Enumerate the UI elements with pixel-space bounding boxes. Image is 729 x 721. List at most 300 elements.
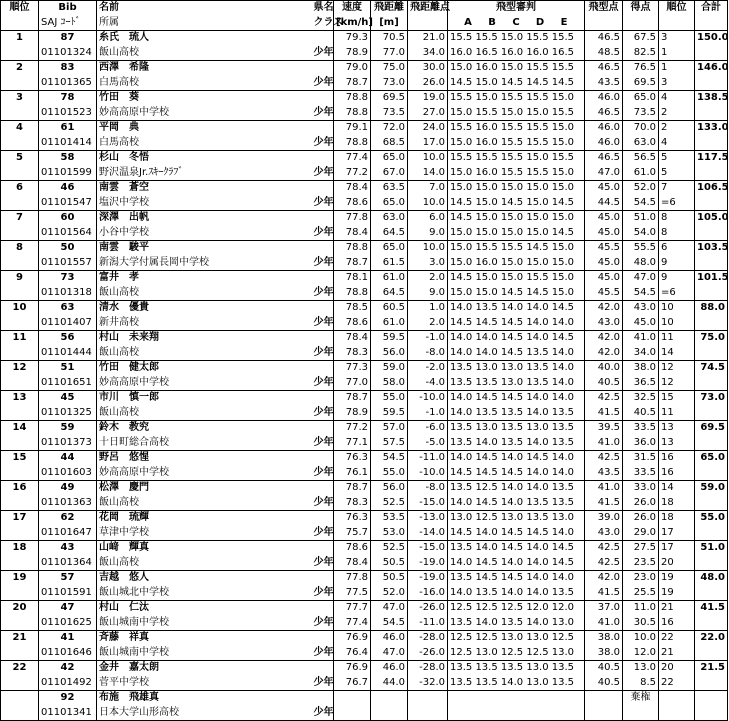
athlete-total: 41.5 [695, 601, 728, 616]
athlete-row [1, 91, 728, 106]
jump1-distance: 72.0 [371, 121, 408, 136]
jump1-score: 13.0 [623, 661, 659, 676]
athlete-row-second [1, 46, 728, 61]
jump1-distance: 59.5 [371, 331, 408, 346]
jump1-style-points: 42.5 [585, 391, 623, 406]
athlete-class: 少年 [312, 706, 334, 721]
jump1-distance: 65.0 [371, 241, 408, 256]
athlete-row-second [1, 646, 728, 661]
athlete-total: 117.5 [695, 151, 728, 166]
athlete-saj-code: 01101557 [39, 256, 97, 271]
jump2-distance: 73.0 [371, 76, 408, 91]
athlete-class: 少年 [312, 556, 334, 571]
jump1-judges: 14.0 14.0 14.5 14.0 14.5 [448, 331, 585, 346]
athlete-row [1, 121, 728, 136]
jump1-distance-points: 10.0 [408, 151, 448, 166]
athlete-class: 少年 [312, 466, 334, 481]
jump1-judges: 13.5 13.0 13.0 13.5 14.0 [448, 361, 585, 376]
jump1-style-points: 41.0 [585, 481, 623, 496]
jump1-speed: 78.6 [334, 541, 371, 556]
jump2-style-points: 41.0 [585, 616, 623, 631]
athlete-class: 少年 [312, 436, 334, 451]
jump1-score: 33.0 [623, 481, 659, 496]
header-speed-unit: [km/h] [334, 16, 371, 31]
athlete-affiliation: 飯山城北中学校 [97, 586, 312, 601]
jump1-judges: 13.0 12.5 13.0 13.5 13.0 [448, 511, 585, 526]
athlete-row [1, 661, 728, 676]
header-dist-unit: [m] [371, 16, 408, 31]
jump1-style-points: 45.5 [585, 241, 623, 256]
athlete-rank: 21 [1, 631, 39, 646]
athlete-row-second [1, 586, 728, 601]
jump1-speed: 77.3 [334, 361, 371, 376]
jump2-score: 73.5 [623, 106, 659, 121]
header-rank: 順位 [1, 1, 39, 16]
jump2-score: 33.5 [623, 466, 659, 481]
athlete-name: 花岡 琉輝 [97, 511, 312, 526]
jump1-speed: 78.4 [334, 181, 371, 196]
jump2-judges: 15.0 15.5 15.0 15.0 15.5 [448, 106, 585, 121]
header-saj: SAJ ｺｰﾄﾞ [39, 16, 97, 31]
jump2-distance: 77.0 [371, 46, 408, 61]
jump2-rank: 9 [659, 256, 695, 271]
athlete-name: 深澤 出帆 [97, 211, 312, 226]
jump2-distance: 61.0 [371, 316, 408, 331]
jump1-distance: 59.0 [371, 361, 408, 376]
header-bib: Bib [39, 1, 97, 16]
athlete-bib: 51 [39, 361, 97, 376]
athlete-name: 村山 未来翔 [97, 331, 312, 346]
jump2-distance: 58.0 [371, 376, 408, 391]
jump2-judges: 13.5 14.0 13.5 14.0 13.5 [448, 436, 585, 451]
results-body [1, 1, 728, 721]
jump1-style-points: 46.5 [585, 31, 623, 46]
jump1-score: 67.5 [623, 31, 659, 46]
jump1-distance: 50.5 [371, 571, 408, 586]
athlete-class: 少年 [312, 316, 334, 331]
jump2-speed: 77.5 [334, 586, 371, 601]
jump1-distance-points: -15.0 [408, 541, 448, 556]
jump1-judges: 15.0 16.0 15.0 15.5 15.5 [448, 61, 585, 76]
athlete-rank: 17 [1, 511, 39, 526]
athlete-rank: 13 [1, 391, 39, 406]
jump1-distance-points: 6.0 [408, 211, 448, 226]
jump2-score: 36.0 [623, 436, 659, 451]
athlete-bib: 42 [39, 661, 97, 676]
jump1-score: 70.0 [623, 121, 659, 136]
jump1-judges: 13.5 14.5 14.5 14.0 14.0 [448, 571, 585, 586]
jump1-rank: 11 [659, 331, 695, 346]
athlete-row-second [1, 256, 728, 271]
athlete-saj-code: 01101363 [39, 496, 97, 511]
jump2-judges: 14.0 14.5 14.0 14.0 14.5 [448, 556, 585, 571]
jump1-rank: 12 [659, 361, 695, 376]
jump2-rank: 19 [659, 586, 695, 601]
jump1-speed: 78.7 [334, 481, 371, 496]
athlete-row [1, 391, 728, 406]
athlete-name: 清水 優貴 [97, 301, 312, 316]
jump1-distance-points: 24.0 [408, 121, 448, 136]
athlete-affiliation: 飯山高校 [97, 496, 312, 511]
jump1-style-points: 39.5 [585, 421, 623, 436]
athlete-class: 少年 [312, 676, 334, 691]
jump2-score: 29.0 [623, 526, 659, 541]
athlete-row-second [1, 196, 728, 211]
jump1-distance-points: 21.0 [408, 31, 448, 46]
athlete-row-second [1, 166, 728, 181]
header-cls: クラス [312, 16, 334, 31]
jump1-style-points: 42.0 [585, 301, 623, 316]
athlete-bib: 44 [39, 451, 97, 466]
jump1-rank: 16 [659, 451, 695, 466]
athlete-affiliation: 十日町総合高校 [97, 436, 312, 451]
jump2-distance: 54.5 [371, 616, 408, 631]
athlete-total: 51.0 [695, 541, 728, 556]
jump1-rank: 9 [659, 271, 695, 286]
jump2-score: 82.5 [623, 46, 659, 61]
athlete-row-second [1, 316, 728, 331]
jump2-rank: 16 [659, 616, 695, 631]
jump1-distance-points: -11.0 [408, 451, 448, 466]
jump1-distance-points: -26.0 [408, 601, 448, 616]
jump2-judges: 13.5 13.5 13.0 13.5 14.0 [448, 376, 585, 391]
jump1-judges: 14.0 14.5 14.0 14.5 14.0 [448, 451, 585, 466]
athlete-total: 150.0 [695, 31, 728, 46]
athlete-bib: 83 [39, 61, 97, 76]
jump1-judges: 15.0 15.0 15.0 15.0 15.0 [448, 181, 585, 196]
jump1-judges: 12.5 12.5 12.5 12.0 12.0 [448, 601, 585, 616]
jump1-distance: 47.0 [371, 601, 408, 616]
athlete-row [1, 331, 728, 346]
jump2-rank: 3 [659, 76, 695, 91]
jump2-rank: 22 [659, 676, 695, 691]
jump2-judges: 14.5 14.0 14.5 14.5 14.0 [448, 526, 585, 541]
athlete-bib: 57 [39, 571, 97, 586]
athlete-bib: 78 [39, 91, 97, 106]
jump2-speed: 77.0 [334, 376, 371, 391]
header-aff: 所属 [97, 16, 312, 31]
jump2-distance: 53.0 [371, 526, 408, 541]
jump2-speed: 78.8 [334, 136, 371, 151]
athlete-affiliation: 野沢温泉Jr.ｽｷｰｸﾗﾌﾞ [97, 166, 312, 181]
jump2-score: 45.0 [623, 316, 659, 331]
header-judges: 飛型審判 [448, 1, 585, 16]
athlete-row-second [1, 106, 728, 121]
jump2-style-points: 44.5 [585, 196, 623, 211]
jump2-distance: 73.5 [371, 106, 408, 121]
jump1-judges: 13.5 13.5 13.5 13.0 13.5 [448, 661, 585, 676]
athlete-name: 斉藤 祥真 [97, 631, 312, 646]
athlete-affiliation: 飯山高校 [97, 556, 312, 571]
jump1-rank: 3 [659, 31, 695, 46]
withdrawn-row [1, 691, 728, 706]
athlete-total: 73.0 [695, 391, 728, 406]
jump1-distance-points: 7.0 [408, 181, 448, 196]
jump1-distance-points: -28.0 [408, 661, 448, 676]
athlete-total: 138.5 [695, 91, 728, 106]
athlete-total: 74.5 [695, 361, 728, 376]
jump1-score: 32.5 [623, 391, 659, 406]
jump1-score: 43.0 [623, 301, 659, 316]
jump1-distance: 52.5 [371, 541, 408, 556]
jump1-rank: 15 [659, 391, 695, 406]
athlete-affiliation: 小谷中学校 [97, 226, 312, 241]
athlete-row [1, 181, 728, 196]
jump2-judges: 13.5 14.0 13.5 14.0 13.0 [448, 616, 585, 631]
athlete-row [1, 631, 728, 646]
header-stylept: 飛型点 [585, 1, 623, 16]
jump2-rank: 20 [659, 556, 695, 571]
jump1-speed: 79.0 [334, 61, 371, 76]
jump1-distance-points: 2.0 [408, 271, 448, 286]
jump1-distance-points: 1.0 [408, 301, 448, 316]
jump2-style-points: 40.5 [585, 376, 623, 391]
athlete-row [1, 151, 728, 166]
athlete-rank: 6 [1, 181, 39, 196]
jump1-distance-points: 19.0 [408, 91, 448, 106]
jump1-distance: 57.0 [371, 421, 408, 436]
jump1-score: 65.0 [623, 91, 659, 106]
athlete-bib: 56 [39, 331, 97, 346]
header-dist: 飛距離 [371, 1, 408, 16]
athlete-name: 村山 仁汰 [97, 601, 312, 616]
jump2-judges: 14.5 15.0 14.5 15.0 14.5 [448, 196, 585, 211]
jump1-judges: 15.5 16.0 15.5 15.5 15.0 [448, 121, 585, 136]
jump1-judges: 12.5 12.5 13.0 13.0 12.5 [448, 631, 585, 646]
athlete-name: 金井 嘉太朗 [97, 661, 312, 676]
athlete-total: 48.0 [695, 571, 728, 586]
jump2-judges: 12.5 13.0 12.5 12.5 13.0 [448, 646, 585, 661]
athlete-saj-code: 01101564 [39, 226, 97, 241]
athlete-total: 105.0 [695, 211, 728, 226]
jump2-distance-points: 9.0 [408, 286, 448, 301]
athlete-affiliation: 草津中学校 [97, 526, 312, 541]
athlete-bib: 45 [39, 391, 97, 406]
jump2-speed: 78.3 [334, 346, 371, 361]
athlete-rank: 3 [1, 91, 39, 106]
jump1-distance: 56.0 [371, 481, 408, 496]
athlete-row-second [1, 226, 728, 241]
athlete-row-second [1, 346, 728, 361]
jump2-distance-points: -26.0 [408, 646, 448, 661]
jump2-style-points: 41.5 [585, 406, 623, 421]
jump2-speed: 78.6 [334, 196, 371, 211]
athlete-class: 少年 [312, 46, 334, 61]
jump1-distance-points: -1.0 [408, 331, 448, 346]
athlete-total: 146.0 [695, 61, 728, 76]
jump2-rank: 12 [659, 376, 695, 391]
jump2-style-points: 45.0 [585, 256, 623, 271]
athlete-row [1, 481, 728, 496]
jump1-speed: 78.8 [334, 241, 371, 256]
jump1-score: 56.5 [623, 151, 659, 166]
athlete-row-second [1, 616, 728, 631]
athlete-row-second [1, 136, 728, 151]
athlete-rank: 7 [1, 211, 39, 226]
jump2-style-points: 42.5 [585, 556, 623, 571]
jump2-distance-points: 26.0 [408, 76, 448, 91]
jump1-rank: 13 [659, 421, 695, 436]
jump2-rank: 17 [659, 526, 695, 541]
jump2-style-points: 41.5 [585, 496, 623, 511]
athlete-row [1, 451, 728, 466]
athlete-name: 竹田 健太郎 [97, 361, 312, 376]
jump1-style-points: 42.5 [585, 541, 623, 556]
header-judge-letters: A B C D E [448, 16, 585, 31]
jump2-distance-points: -32.0 [408, 676, 448, 691]
athlete-saj-code: 01101373 [39, 436, 97, 451]
jump2-style-points: 46.0 [585, 136, 623, 151]
jump1-judges: 15.5 15.0 15.5 15.5 15.0 [448, 91, 585, 106]
athlete-rank: 8 [1, 241, 39, 256]
athlete-affiliation: 飯山城南中学校 [97, 616, 312, 631]
athlete-saj-code: 01101492 [39, 676, 97, 691]
jump1-distance: 65.0 [371, 151, 408, 166]
jump1-judges: 13.5 13.0 13.5 13.0 13.5 [448, 421, 585, 436]
athlete-saj-code: 01101646 [39, 646, 97, 661]
athlete-affiliation: 白馬高校 [97, 76, 312, 91]
athlete-total: 65.0 [695, 451, 728, 466]
jump1-distance-points: -13.0 [408, 511, 448, 526]
athlete-total: 88.0 [695, 301, 728, 316]
jump1-judges: 14.5 15.0 15.0 15.0 15.0 [448, 211, 585, 226]
jump1-score: 23.0 [623, 571, 659, 586]
status-withdrawn: 棄権 [623, 691, 659, 706]
athlete-saj-code: 01101523 [39, 106, 97, 121]
jump2-distance: 61.5 [371, 256, 408, 271]
athlete-row-second [1, 406, 728, 421]
jump2-judges: 14.0 13.5 13.5 14.0 13.5 [448, 406, 585, 421]
jump1-judges: 14.0 13.5 14.0 14.0 14.5 [448, 301, 585, 316]
athlete-bib: 63 [39, 301, 97, 316]
athlete-row [1, 31, 728, 46]
jump1-speed: 77.8 [334, 211, 371, 226]
athlete-row [1, 361, 728, 376]
athlete-row [1, 421, 728, 436]
athlete-affiliation: 飯山高校 [97, 46, 312, 61]
jump1-distance-points: -19.0 [408, 571, 448, 586]
header-rank2: 順位 [659, 1, 695, 16]
jump2-judges: 14.5 15.0 14.5 14.5 14.5 [448, 76, 585, 91]
jump1-rank: 4 [659, 91, 695, 106]
athlete-class: 少年 [312, 166, 334, 181]
jump2-style-points: 40.5 [585, 676, 623, 691]
header-row-1 [1, 1, 728, 16]
jump2-distance-points: -14.0 [408, 526, 448, 541]
athlete-bib: 58 [39, 151, 97, 166]
jump2-score: 48.0 [623, 256, 659, 271]
jump2-rank: 21 [659, 646, 695, 661]
jump2-judges: 13.5 13.5 14.0 13.0 13.5 [448, 676, 585, 691]
jump1-distance-points: 10.0 [408, 241, 448, 256]
athlete-class: 少年 [312, 226, 334, 241]
jump1-score: 31.5 [623, 451, 659, 466]
athlete-affiliation: 妙高高原中学校 [97, 106, 312, 121]
jump1-rank: 2 [659, 121, 695, 136]
jump2-rank: 14 [659, 346, 695, 361]
athlete-saj-code: 01101318 [39, 286, 97, 301]
athlete-row [1, 211, 728, 226]
athlete-bib: 62 [39, 511, 97, 526]
jump1-distance-points: -10.0 [408, 391, 448, 406]
jump1-judges: 15.5 15.5 15.0 15.5 15.5 [448, 31, 585, 46]
athlete-total: 21.5 [695, 661, 728, 676]
athlete-row-second [1, 496, 728, 511]
athlete-class: 少年 [312, 616, 334, 631]
athlete-saj-code: 01101651 [39, 376, 97, 391]
jump2-distance-points: -11.0 [408, 616, 448, 631]
jump1-style-points: 46.5 [585, 61, 623, 76]
athlete-affiliation: 新井高校 [97, 316, 312, 331]
jump2-distance: 55.0 [371, 466, 408, 481]
athlete-rank: 18 [1, 541, 39, 556]
jump1-speed: 78.4 [334, 331, 371, 346]
jump1-speed: 77.2 [334, 421, 371, 436]
jump2-distance-points: 9.0 [408, 226, 448, 241]
jump2-distance-points: -10.0 [408, 466, 448, 481]
athlete-row-second [1, 376, 728, 391]
jump1-distance-points: -6.0 [408, 421, 448, 436]
jump1-judges: 15.0 15.5 15.5 14.5 15.0 [448, 241, 585, 256]
jump2-speed: 78.8 [334, 286, 371, 301]
athlete-affiliation: 飯山高校 [97, 406, 312, 421]
athlete-row [1, 301, 728, 316]
jump2-style-points: 47.0 [585, 166, 623, 181]
jump1-style-points: 40.5 [585, 661, 623, 676]
jump1-distance-points: -8.0 [408, 481, 448, 496]
withdrawn-row-second [1, 706, 728, 721]
jump2-speed: 75.7 [334, 526, 371, 541]
athlete-row [1, 571, 728, 586]
jump1-judges: 14.0 14.5 14.5 14.0 14.0 [448, 391, 585, 406]
jump1-speed: 77.8 [334, 571, 371, 586]
jump1-judges: 15.5 15.5 15.5 15.0 15.5 [448, 151, 585, 166]
header-score: 得点 [623, 1, 659, 16]
athlete-bib: 47 [39, 601, 97, 616]
jump2-judges: 15.0 16.0 15.5 15.5 15.0 [448, 166, 585, 181]
jump1-style-points: 39.0 [585, 511, 623, 526]
jump2-speed: 76.7 [334, 676, 371, 691]
athlete-name: 布施 飛雄真 [97, 691, 312, 706]
athlete-saj-code: 01101324 [39, 46, 97, 61]
athlete-rank: 11 [1, 331, 39, 346]
jump1-speed: 79.1 [334, 121, 371, 136]
jump2-speed: 78.4 [334, 556, 371, 571]
jump2-rank: 10 [659, 316, 695, 331]
athlete-name: 平岡 典 [97, 121, 312, 136]
jump1-distance: 75.0 [371, 61, 408, 76]
athlete-bib: 43 [39, 541, 97, 556]
jump1-style-points: 45.0 [585, 181, 623, 196]
jump2-judges: 15.0 16.0 15.5 15.5 15.0 [448, 136, 585, 151]
jump2-style-points: 43.0 [585, 526, 623, 541]
jump2-distance: 68.5 [371, 136, 408, 151]
jump1-score: 76.5 [623, 61, 659, 76]
athlete-total: 106.5 [695, 181, 728, 196]
jump2-speed: 78.9 [334, 46, 371, 61]
jump1-speed: 76.3 [334, 511, 371, 526]
athlete-affiliation: 飯山城南中学校 [97, 646, 312, 661]
athlete-bib: 50 [39, 241, 97, 256]
jump2-speed: 77.4 [334, 616, 371, 631]
athlete-class: 少年 [312, 376, 334, 391]
athlete-bib: 92 [39, 691, 97, 706]
jump1-style-points: 45.0 [585, 211, 623, 226]
jump2-distance: 57.5 [371, 436, 408, 451]
jump1-score: 41.0 [623, 331, 659, 346]
athlete-bib: 41 [39, 631, 97, 646]
athlete-rank: 1 [1, 31, 39, 46]
